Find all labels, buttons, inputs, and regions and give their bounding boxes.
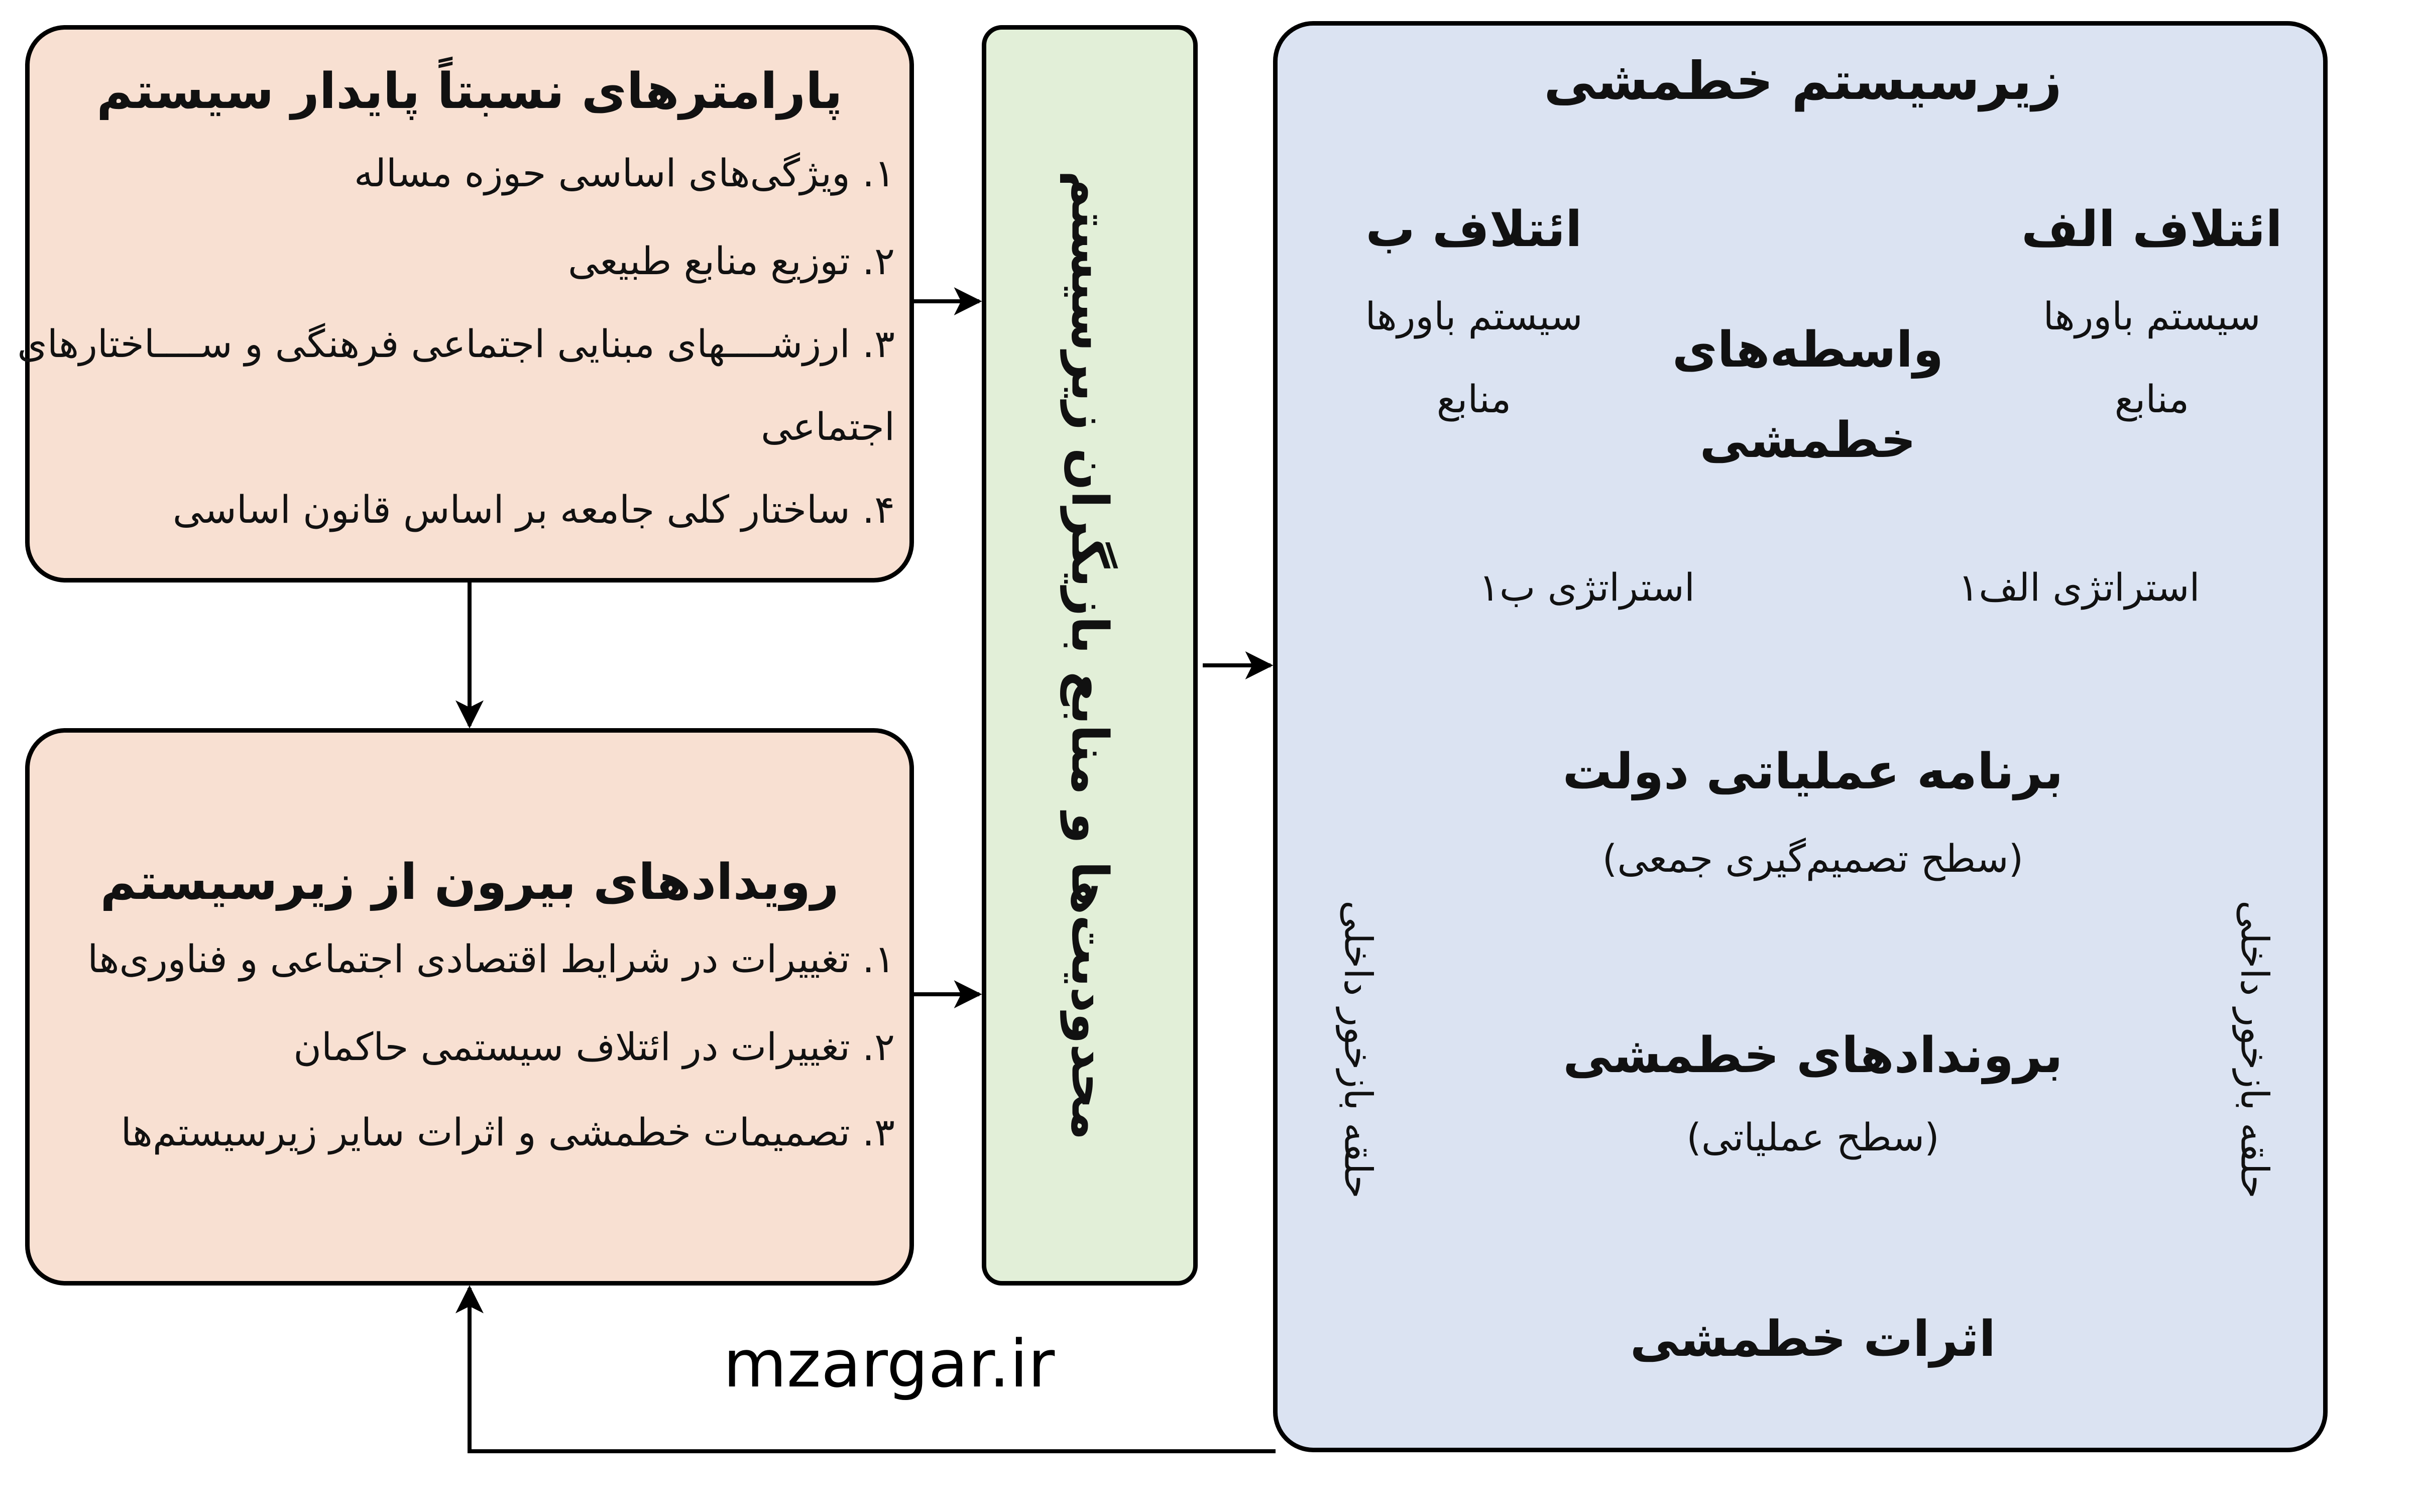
coalition-b-strategy: استراتژی ب۱ [1479, 565, 1695, 610]
feedback-loop-right-label: حلقه بازخور داخلی [2232, 900, 2277, 1199]
policy-brokers-line-1: واسطه‌های [1672, 321, 1944, 379]
external-events-item-1: ۱. تغییرات در شرایط اقتصادی اجتماعی و فناوری‌ها [87, 937, 895, 981]
coalition-a-resources: منابع [2114, 377, 2190, 421]
site-watermark: mzargar.ir [723, 1326, 1055, 1402]
system-parameters-item-4: ۴. ساختار کلی جامعه بر اساس قانون اساسی [172, 487, 895, 532]
coalition-a-title: ائتلاف الف [2021, 201, 2282, 258]
system-parameters-title: پارامترهای نسبتاً پایدار سیستم [96, 63, 843, 120]
policy-brokers-line-2: خطمشی [1699, 412, 1916, 469]
external-events-item-3: ۳. تصمیمات خطمشی و اثرات سایر زیرسیستم‌ها [121, 1110, 895, 1154]
coalition-b-title: ائتلاف ب [1365, 201, 1582, 258]
feedback-loop-left-label: حلقه بازخور داخلی [1336, 900, 1381, 1199]
external-events-item-2: ۲. تغییرات در ائتلاف سیستمی حاکمان [293, 1024, 895, 1069]
government-program-subtitle: (سطح تصمیم‌گیری جمعی) [1602, 836, 2024, 881]
coalition-b-beliefs: سیستم باورها [1365, 294, 1583, 338]
external-events-title: رویدادهای بیرون از زیرسیستم [100, 854, 839, 911]
coalition-a-strategy: استراتژی الف۱ [1958, 565, 2200, 610]
policy-outputs-subtitle: (سطح عملیاتی) [1686, 1115, 1939, 1159]
system-parameters-item-3: ۳. ارزشــــهای مبنایی اجتماعی فرهنگی و ســــاختارهای [17, 321, 895, 366]
policy-outputs-title: بروندادهای خطمشی [1563, 1027, 2063, 1084]
constraints-label: محدودیت‌ها و منابع بازیگران زیرسیستم [1060, 170, 1119, 1140]
system-parameters-item-3-cont: اجتماعی [761, 404, 895, 449]
government-program-title: برنامه عملیاتی دولت [1562, 743, 2063, 800]
external-events-box [25, 728, 914, 1286]
policy-impacts-title: اثرات خطمشی [1630, 1311, 1996, 1368]
system-parameters-item-2: ۲. توزیع منابع طبیعی [568, 239, 895, 283]
coalition-a-beliefs: سیستم باورها [2043, 294, 2261, 338]
system-parameters-item-1: ۱. ویژگی‌های اساسی حوزه مساله [354, 151, 895, 195]
coalition-b-resources: منابع [1436, 377, 1512, 421]
policy-subsystem-title: زیرسیستم خطمشی [1544, 50, 2062, 111]
